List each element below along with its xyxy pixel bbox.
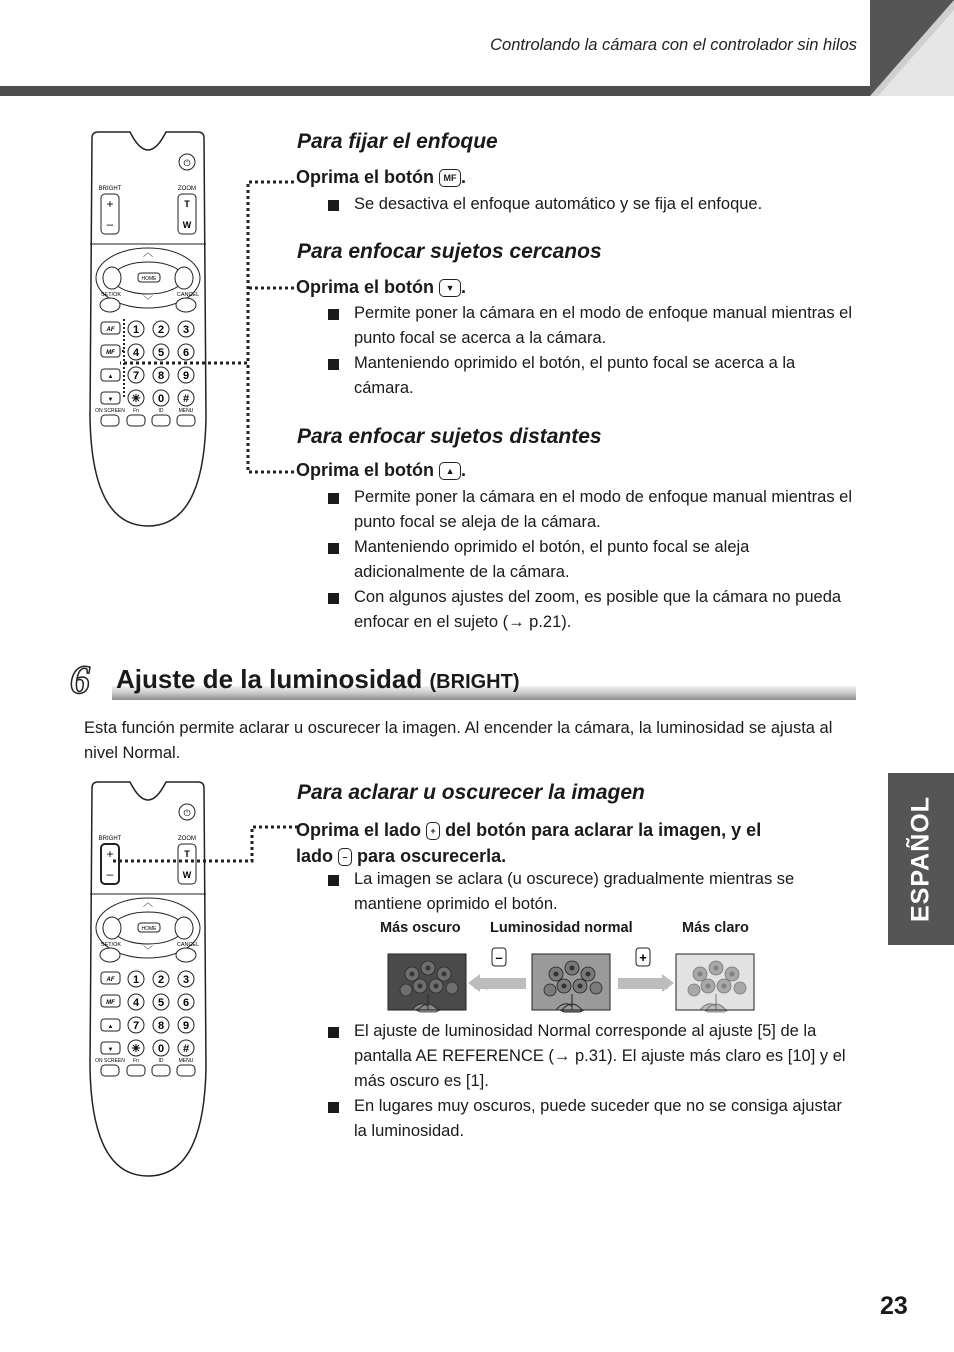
svg-text:4: 4 [132,347,140,359]
section-intro: Esta función permite aclarar u oscurecer la imagen. Al encender la cámara, la luminosidad se ajusta al nivel Normal. [84,719,833,762]
svg-text:5: 5 [157,347,165,359]
svg-text:CANCEL: CANCEL [176,292,200,298]
brighten-instruction: Oprima el lado + del botón para aclarar la imagen, y el lado – para oscurecerla. [296,820,762,866]
brighten-bullets [354,867,859,917]
svg-text:+: + [106,847,114,861]
focus-near-button-icon: ▼ [439,279,461,297]
svg-text:MENU: MENU [178,408,194,414]
svg-text:⏻: ⏻ [183,159,191,169]
svg-text:BRIGHT: BRIGHT [98,836,122,842]
svg-text:CANCEL: CANCEL [176,942,200,948]
svg-text:ID: ID [158,408,164,414]
minus-icon: – [338,848,352,866]
svg-text:AF: AF [106,977,115,983]
focus-fix-bullets [296,192,914,217]
section-heading: Ajuste de la luminosidad (BRIGHT) [116,664,520,694]
svg-text:–: – [106,867,114,881]
mf-button-icon: MF [439,169,461,187]
zoom-label: ZOOM [178,186,196,192]
svg-text:︿: ︿ [143,898,153,909]
brighten-heading: Para aclarar u oscurecer la imagen [297,781,645,804]
svg-text:⏻: ⏻ [183,809,191,819]
svg-text:2: 2 [157,974,165,986]
bullet-item: La imagen se aclara (u oscurece) gradualmente mientras se mantiene oprimido el botón. [354,867,859,917]
bullet-item: Manteniendo oprimido el botón, el punto focal se acerca a la cámara. [354,351,859,401]
bullet-item: Con algunos ajustes del zoom, es posible que la cámara no pueda enfocar en el sujeto (→ p.21). [354,585,859,635]
header-rule [0,86,872,96]
bullet-item: El ajuste de luminosidad Normal corresponde al ajuste [5] de la pantalla AE REFERENCE (→ p.31). El ajuste más claro es [10] y el más oscuro es [1]. [354,1019,859,1094]
svg-text:8: 8 [157,1020,165,1032]
svg-text:–: – [495,950,503,965]
svg-text:7: 7 [132,1020,140,1032]
svg-text:W: W [182,220,192,230]
svg-text:ID: ID [158,1058,164,1064]
svg-text:+: + [106,197,114,211]
bullet-item: Permite poner la cámara en el modo de enfoque manual mientras el punto focal se acerca a la cámara. [354,301,859,351]
focus-near-bullets [354,301,859,401]
svg-text:7: 7 [132,370,140,382]
svg-text:ON SCREEN: ON SCREEN [95,1058,125,1064]
focus-fix-instruction: Oprima el botón MF . [296,167,467,187]
svg-text:Fn: Fn [133,408,139,414]
svg-text:AF: AF [106,327,115,333]
svg-text:▲: ▲ [107,1024,114,1030]
bright-callout-line [112,824,300,866]
corner-decoration [870,0,954,96]
svg-text:︿: ︿ [143,248,153,259]
svg-text:8: 8 [157,370,165,382]
svg-text:#: # [182,1043,190,1055]
svg-text:0: 0 [157,1043,165,1055]
svg-text:1: 1 [132,324,140,336]
bullet-item: Permite poner la cámara en el modo de enfoque manual mientras el punto focal se aleja de la cámara. [354,485,859,535]
label-brighter: Más claro [682,920,749,936]
plus-icon: + [426,822,440,840]
svg-text:HOME: HOME [141,276,157,282]
label-normal: Luminosidad normal [490,920,633,936]
svg-text:SET/OK: SET/OK [100,292,122,298]
svg-text:SET/OK: SET/OK [100,942,122,948]
focus-near-heading: Para enfocar sujetos cercanos [297,240,602,263]
svg-text:ON SCREEN: ON SCREEN [95,408,125,414]
section-number: 6 [70,657,90,702]
focus-far-bullets [354,485,859,635]
bright-label: BRIGHT [98,186,122,192]
svg-text:Fn: Fn [133,1058,139,1064]
svg-text:▼: ▼ [107,397,114,403]
focus-far-instruction: Oprima el botón ▲ . [296,460,467,480]
page-header-title: Controlando la cámara con el controlador sin hilos [490,36,857,54]
focus-near-instruction: Oprima el botón ▼ . [296,277,467,297]
svg-text:3: 3 [182,324,190,336]
label-darker: Más oscuro [380,920,461,936]
svg-text:9: 9 [182,370,190,382]
section-title [60,657,856,706]
svg-text:5: 5 [157,997,165,1009]
focus-far-heading: Para enfocar sujetos distantes [297,425,602,448]
svg-text:–: – [106,217,114,231]
svg-text:﹀: ﹀ [143,946,153,957]
svg-text:MENU: MENU [178,1058,194,1064]
svg-text:✳: ✳ [131,393,141,405]
bullet-item: En lugares muy oscuros, puede suceder que no se consiga ajustar la luminosidad. [354,1094,859,1144]
svg-text:4: 4 [132,997,140,1009]
callout-lines [120,175,300,475]
focus-fix-heading: Para fijar el enfoque [297,130,498,153]
svg-text:T: T [184,199,190,209]
svg-text:6: 6 [182,347,190,359]
brighten-notes [354,1019,859,1144]
svg-text:✳: ✳ [131,1043,141,1055]
svg-text:MF: MF [106,350,115,356]
svg-text:#: # [182,393,190,405]
brightness-comparison [386,946,758,1014]
svg-text:MF: MF [106,1000,115,1006]
focus-far-button-icon: ▲ [439,462,461,480]
svg-text:2: 2 [157,324,165,336]
svg-text:ZOOM: ZOOM [178,836,196,842]
svg-text:HOME: HOME [141,926,157,932]
svg-text:▼: ▼ [107,1047,114,1053]
svg-text:3: 3 [182,974,190,986]
svg-text:﹀: ﹀ [143,296,153,307]
svg-text:T: T [184,849,190,859]
svg-text:W: W [182,870,192,880]
bullet-item: Manteniendo oprimido el botón, el punto focal se aleja adicionalmente de la cámara. [354,535,859,585]
svg-text:1: 1 [132,974,140,986]
svg-text:9: 9 [182,1020,190,1032]
bullet-item: Se desactiva el enfoque automático y se fija el enfoque. [354,192,914,217]
svg-text:0: 0 [157,393,165,405]
svg-text:▲: ▲ [107,374,114,380]
svg-text:+: + [639,950,647,965]
page-number: 23 [880,1292,908,1320]
svg-text:6: 6 [182,997,190,1009]
language-tab: ESPAÑOL [888,773,954,945]
